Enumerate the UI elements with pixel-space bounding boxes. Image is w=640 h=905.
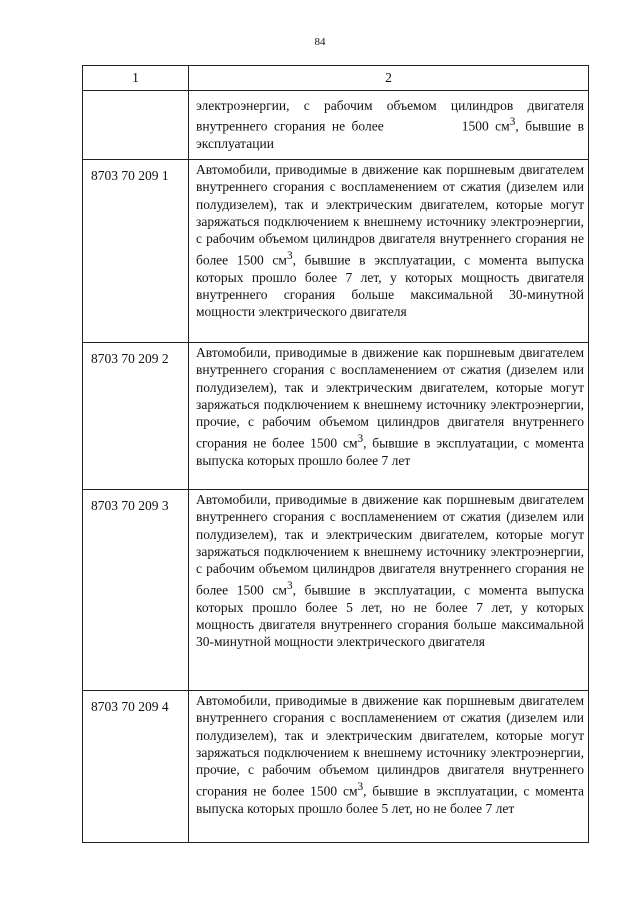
table-header — [83, 66, 589, 91]
code-cell-empty — [83, 91, 189, 160]
description-tail: , бывшие в эксплуатации, с момента выпуска которых прошло более 5 лет, но не более 7 лет, у которых мощность двигателя внутреннего сгорания больше максимальной 30-минутной мощности электрического двигателя — [196, 582, 584, 650]
code-cell: 8703 70 209 1 — [83, 159, 189, 342]
table-row — [83, 489, 589, 690]
superscript: 3 — [286, 579, 293, 592]
description-text: Автомобили, приводимые в движение как поршневым двигателем внутреннего сгорания с воспламенением от сжатия (дизелем или полудизелем), так и электрическим двигателем, которые могут заряжаться подключением к внешнему источнику электроэнергии, с рабочим объемом цилиндров двигателя внутреннего сгорания не более 1500 см — [196, 491, 584, 598]
description-tail: , бывшие в эксплуатации, с момента выпуска которых прошло более 7 лет — [196, 435, 584, 468]
superscript: 3 — [286, 249, 293, 262]
column-header-description: 2 — [189, 66, 589, 91]
column-header-code: 1 — [83, 66, 189, 91]
superscript: 3 — [509, 116, 516, 129]
description-tail: , бывшие в эксплуатации — [196, 118, 584, 152]
page-number: 84 — [314, 36, 326, 48]
table-row — [83, 342, 589, 489]
code-cell: 8703 70 209 2 — [83, 342, 189, 489]
description-text: Автомобили, приводимые в движение как поршневым двигателем внутреннего сгорания с воспламенением от сжатия (дизелем или полудизелем), так и электрическим двигателем, которые могут заряжаться подключением к внешнему источнику электроэнергии, прочие, с рабочим объемом цилиндров двигателя внутреннего сгорания не более 1500 см — [196, 692, 584, 799]
superscript: 3 — [357, 432, 364, 445]
description-cell — [189, 159, 589, 342]
superscript: 3 — [357, 780, 364, 793]
description-tail: , бывшие в эксплуатации, с момента выпуска которых прошло более 5 лет, но не более 7 лет — [196, 783, 584, 816]
description-cell — [189, 342, 589, 489]
table-row — [83, 690, 589, 842]
table-row-continuation — [83, 91, 589, 160]
description-text: электроэнергии, с рабочим объемом цилиндров двигателя внутреннего сгорания не более — [196, 98, 584, 134]
description-text: Автомобили, приводимые в движение как поршневым двигателем внутреннего сгорания с воспламенением от сжатия (дизелем или полудизелем), так и электрическим двигателем, которые могут заряжаться подключением к внешнему источнику электроэнергии, с рабочим объемом цилиндров двигателя внутреннего сгорания не более 1500 см — [196, 161, 584, 268]
table-row — [83, 159, 589, 342]
description-cell — [189, 489, 589, 690]
description-cell — [189, 91, 589, 160]
description-tail: , бывшие в эксплуатации, с момента выпуска которых прошло более 7 лет, у которых мощность двигателя внутреннего сгорания больше максимальной 30-минутной мощности электрического двигателя — [196, 252, 584, 320]
tariff-table — [82, 65, 589, 843]
code-cell: 8703 70 209 4 — [83, 690, 189, 842]
description-text: Автомобили, приводимые в движение как поршневым двигателем внутреннего сгорания с воспламенением от сжатия (дизелем или полудизелем), так и электрическим двигателем, которые могут заряжаться подключением к внешнему источнику электроэнергии, прочие, с рабочим объемом цилиндров двигателя внутреннего сгорания не более 1500 см — [196, 344, 584, 451]
description-cell — [189, 690, 589, 842]
code-cell: 8703 70 209 3 — [83, 489, 189, 690]
description-value: 1500 см — [461, 118, 510, 134]
